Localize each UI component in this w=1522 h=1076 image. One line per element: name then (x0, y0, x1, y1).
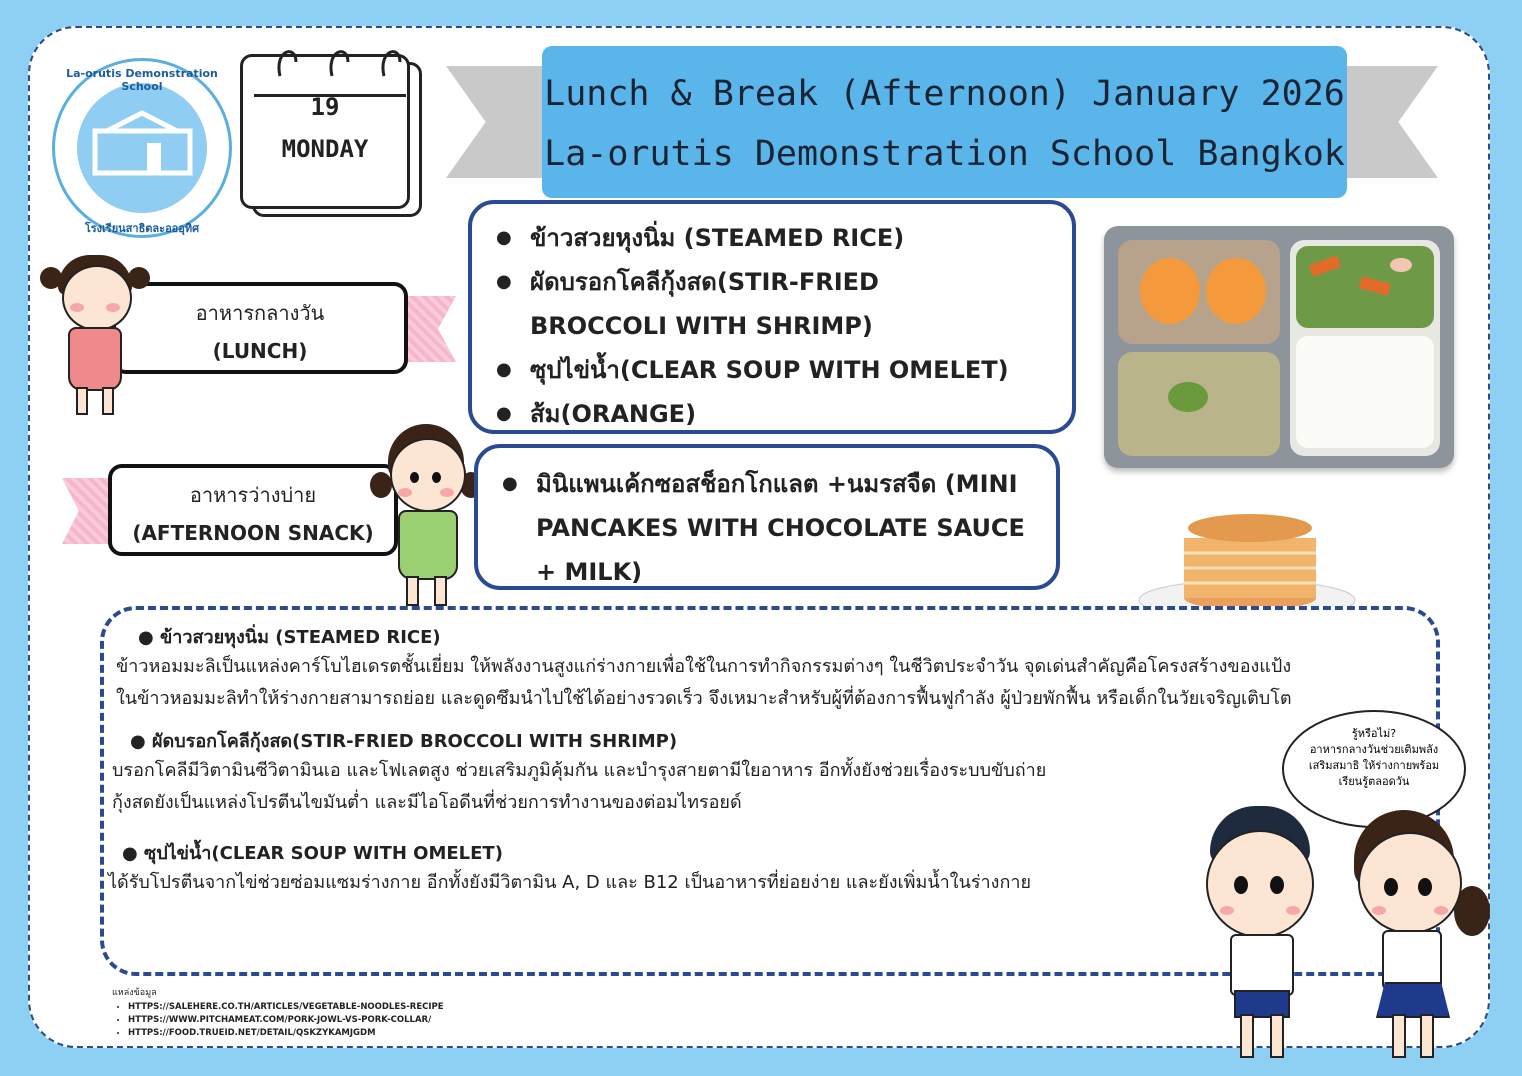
sources-label: แหล่งข้อมูล (112, 988, 157, 998)
info-section-rice (116, 622, 1416, 715)
info-heading: ● ข้าวสวยหุงนิ่ม (STEAMED RICE) (138, 627, 441, 648)
lunch-items-list (472, 216, 1072, 436)
bubble-line: เรียนรู้ตลอดวัน (1338, 775, 1410, 788)
school-building-icon (77, 83, 207, 213)
tray-main-compartment (1290, 240, 1440, 456)
lunch-item: ● ข้าวสวยหุงนิ่ม (STEAMED RICE) (472, 216, 1072, 260)
logo-ring-text-top: La-orutis Demonstration School (66, 67, 218, 93)
info-line: ได้รับโปรตีนจากไข่ช่วยซ่อมแซมร่างกาย อีกทั้งยังมีวิตามิน A, D และ B12 เป็นอาหารที่ย่อยง่าย และยังเพิ่มน้ำในร่างกาย (108, 872, 1032, 893)
page-title (542, 46, 1347, 198)
info-line: ข้าวหอมมะลิเป็นแหล่งคาร์โบไฮเดรตชั้นเยี่ยม ให้พลังงานสูงแก่ร่างกายเพื่อใช้ในการทำกิจกรรมต่างๆ ในชีวิตประจำวัน จุดเด่นสำคัญคือโครงสร้างของแป้ง (116, 656, 1292, 677)
bubble-line: อาหารกลางวันช่วยเติมพลัง (1309, 743, 1439, 756)
lunch-menu-box (468, 200, 1076, 434)
girl-character (366, 420, 486, 610)
title-line-1: Lunch & Break (Afternoon) January 2026 (544, 74, 1345, 114)
snack-items-list (478, 462, 1056, 594)
sources (112, 985, 444, 1040)
info-line: บรอกโคลีมีวิตามินซีวิตามินเอ และโฟเลตสูง ช่วยเสริมภูมิคุ้มกัน และบำรุงสายตามีใยอาหาร อีกทั้งยังช่วยเรื่องระบบขับถ่าย (112, 760, 1047, 781)
logo-inner-circle (77, 83, 207, 213)
source-link[interactable]: • HTTPS://SALEHERE.CO.TH/ARTICLES/VEGETABLE-NOODLES-RECIPE (128, 1001, 444, 1014)
sources-list (112, 1001, 444, 1040)
logo-ring-text-bottom: โรงเรียนสาธิตละอออุทิศ (84, 222, 200, 235)
lunch-item: ● ผัดบรอกโคลีกุ้งสด(STIR-FRIED BROCCOLI WITH SHRIMP) (472, 260, 970, 348)
calendar-rings-icon (270, 40, 410, 80)
snack-label (108, 464, 398, 556)
info-line: ในข้าวหอมมะลิทำให้ร่างกายสามารถย่อย และดูดซึมนำไปใช้ได้อย่างรวดเร็ว จึงเหมาะสำหรับผู้ที่ต้องการฟื้นฟูกำลัง ผู้ป่วยพักฟื้น หรือเด็กในวัยเจริญเติบโต (116, 688, 1292, 709)
school-logo (52, 58, 232, 238)
calendar-divider (254, 94, 406, 97)
info-line: กุ้งสดยังเป็นแหล่งโปรตีนไขมันต่ำ และมีไอโอดีนที่ช่วยการทำงานของต่อมไทรอยด์ (112, 792, 742, 813)
calendar-day: 19 (310, 93, 340, 121)
title-line-2: La-orutis Demonstration School Bangkok (544, 134, 1345, 174)
snack-item: ● มินิแพนเค้กซอสช็อกโกแลต +นมรสจืด (MINI PANCAKES WITH CHOCOLATE SAUCE + MILK) (478, 462, 1036, 594)
bubble-line: รู้หรือไม่? (1351, 727, 1397, 740)
calendar-weekday: MONDAY (281, 135, 369, 163)
girl-character (40, 255, 150, 415)
info-heading: ● ซุปไข่น้ำ(CLEAR SOUP WITH OMELET) (122, 843, 503, 864)
source-link[interactable]: • HTTPS://FOOD.TRUEID.NET/DETAIL/QSKZYKAMJGDM (128, 1027, 444, 1040)
girl-character (1336, 806, 1496, 1062)
snack-menu-box (474, 444, 1060, 590)
snack-label-en: (AFTERNOON SNACK) (132, 521, 374, 545)
bubble-line: เสริมสมาธิ ให้ร่างกายพร้อม (1308, 759, 1440, 772)
snack-label-th: อาหารว่างบ่าย (189, 483, 317, 507)
pancake-image (1136, 508, 1358, 620)
lunch-tray-image (1104, 226, 1454, 468)
info-heading: ● ผัดบรอกโคลีกุ้งสด(STIR-FRIED BROCCOLI WITH SHRIMP) (130, 731, 678, 752)
lunch-label-th: อาหารกลางวัน (195, 301, 325, 325)
lunch-item: ● ส้ม(ORANGE) (472, 392, 1072, 436)
boy-character (1196, 800, 1326, 1062)
lunch-label-en: (LUNCH) (212, 339, 308, 363)
source-link[interactable]: • HTTPS://WWW.PITCHAMEAT.COM/PORK-JOWL-VS-PORK-COLLAR/ (128, 1014, 444, 1027)
lunch-label (112, 282, 408, 374)
tray-soup-compartment (1118, 352, 1280, 456)
tray-orange-compartment (1118, 240, 1280, 344)
lunch-item: ● ซุปไข่น้ำ(CLEAR SOUP WITH OMELET) (472, 348, 1072, 392)
